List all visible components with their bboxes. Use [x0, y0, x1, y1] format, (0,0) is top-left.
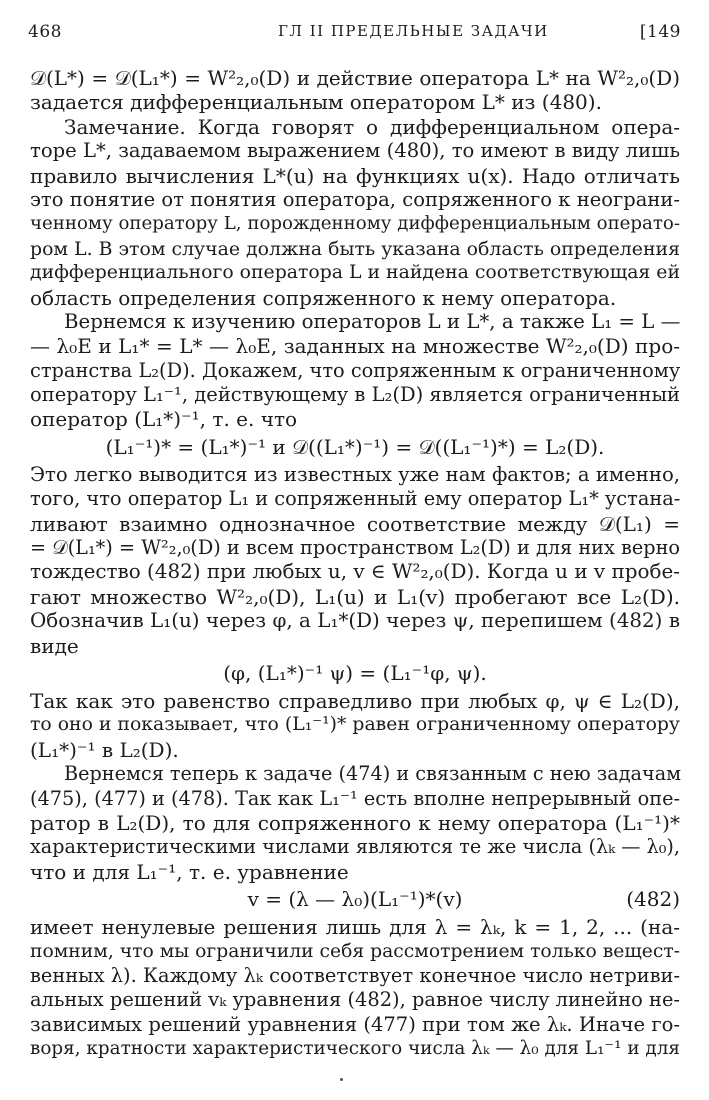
text-line: Это легко выводится из известных уже нам фактов; а именно,: [30, 462, 680, 486]
text-line: ратор в L₂(D), то для сопряженного к нему оператора (L₁⁻¹)*: [30, 810, 680, 835]
text-line: Так как это равенство справедливо при любых φ, ψ ∈ L₂(D),: [30, 688, 680, 713]
text-line: что и для L₁⁻¹, т. е. уравнение: [30, 859, 349, 884]
page-header: [28, 22, 681, 48]
text-line: ром L. В этом случае должна быть указана область определения: [30, 237, 680, 260]
text-line: задается дифференциальным оператором L* из (480).: [30, 90, 602, 115]
display-equation: (L₁⁻¹)* = (L₁*)⁻¹ и 𝒟((L₁*)⁻¹) = 𝒟((L₁⁻¹)*) = L₂(D).: [105, 434, 605, 459]
text-line: это понятие от понятия оператора, сопряженного к неограни-: [30, 187, 680, 211]
text-line: того, что оператор L₁ и сопряженный ему оператор L₁* устана-: [30, 487, 681, 511]
text-line: ливают взаимно однозначное соответствие между 𝒟(L₁) =: [30, 511, 680, 536]
numbered-equation: [30, 884, 680, 915]
display-equation: (φ, (L₁*)⁻¹ ψ) = (L₁⁻¹φ, ψ).: [223, 660, 487, 685]
text-line: альных решений vₖ уравнения (482), равное числу линейно не-: [30, 988, 680, 1012]
text-line: имеет ненулевые решения лишь для λ = λₖ, k = 1, 2, ... (на-: [30, 915, 680, 940]
text-line: торе L*, задаваемом выражением (480), то имеют в виду лишь: [30, 139, 680, 163]
text-line: — λ₀E и L₁* = L* — λ₀E, заданных на множестве W²₂,₀(D) про-: [30, 334, 680, 359]
text-line: (475), (477) и (478). Так как L₁⁻¹ есть вполне непрерывный опе-: [30, 786, 680, 810]
text-line: странства L₂(D). Докажем, что сопряженным к ограниченному: [30, 358, 681, 382]
text-line: тождество (482) при любых u, v ∈ W²₂,₀(D). Когда u и v пробе-: [30, 560, 680, 584]
text-line: правило вычисления L*(u) на функциях u(x). Надо отличать: [30, 163, 680, 188]
text-line: (L₁*)⁻¹ в L₂(D).: [30, 737, 179, 762]
text-line: = 𝒟(L₁*) = W²₂,₀(D) и всем пространством L₂(D) и для них верно: [30, 536, 680, 560]
text-line: характеристическими числами являются те же числа (λₖ — λ₀),: [30, 835, 680, 859]
page-number: 468: [28, 22, 62, 42]
text-line: 𝒟(L*) = 𝒟(L₁*) = W²₂,₀(D) и действие оператора L* на W²₂,₀(D): [30, 66, 680, 90]
text-line: Вернемся теперь к задаче (474) и связанным с нею задачам: [64, 762, 682, 786]
section-number: [149: [639, 22, 681, 42]
page-body: [30, 66, 680, 1061]
equation-number: (482): [626, 887, 680, 912]
text-line: дифференциального оператора L и найдена соответствующая ей: [30, 262, 680, 284]
text-line: зависимых решений уравнения (477) при том же λₖ. Иначе го-: [30, 1012, 680, 1036]
text-line: виде: [30, 633, 79, 658]
text-line: оператор (L₁*)⁻¹, т. е. что: [30, 407, 298, 432]
text-line: то оно и показывает, что (L₁⁻¹)* равен ограниченному оператору: [30, 714, 680, 736]
text-line: область определения сопряженного к нему оператора.: [30, 285, 617, 310]
text-line: венных λ). Каждому λₖ соответствует конечное число нетриви-: [30, 963, 680, 987]
equation-body: v = (λ — λ₀)(L₁⁻¹)*(v): [247, 887, 463, 912]
text-line: оператору L₁⁻¹, действующему в L₂(D) является ограниченный: [30, 383, 680, 407]
text-line: гают множество W²₂,₀(D), L₁(u) и L₁(v) пробегают все L₂(D).: [30, 584, 680, 609]
running-title: ГЛ II ПРЕДЕЛЬНЫЕ ЗАДАЧИ: [278, 22, 549, 40]
text-line: воря, кратности характеристического числа λₖ — λ₀ для L₁⁻¹ и для: [30, 1038, 680, 1060]
text-line: Обозначив L₁(u) через φ, а L₁*(D) через ψ, перепишем (482) в: [30, 609, 680, 633]
text-line: ченному оператору L, порожденному дифференциальным операто-: [30, 213, 680, 235]
text-line: Вернемся к изучению операторов L и L*, а также L₁ = L —: [64, 309, 681, 333]
remark-line: Замечание. Когда говорят о дифференциальном опера-: [64, 114, 680, 139]
print-speck: [340, 1078, 343, 1081]
text-line: помним, что мы ограничили себя рассмотрением только вещест-: [30, 940, 680, 962]
